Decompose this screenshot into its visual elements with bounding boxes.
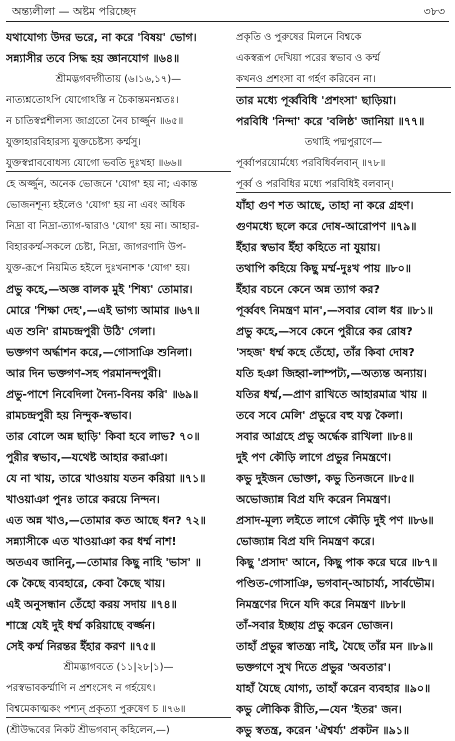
verse-line: সেই কর্ম্ম নিরন্তর ইঁহার করণ ॥৭৫॥: [6, 640, 156, 653]
scripture-reference: শ্রীমদ্ভাগবতে (১১|২৮|১)—: [63, 662, 174, 673]
scripture-reference: শ্রীমদ্ভগবদ্গীতায় (৬।১৬,১৭)—: [55, 74, 182, 85]
verse-line: যে না খায়, তারে খাওয়ায় যতন করিয়া ॥৭১॥: [6, 472, 206, 485]
verse-line: যতি হঞা জিহ্বা-লাম্পট্য,—অত্যন্ত অন্যায়।: [236, 367, 427, 380]
verse-line: প্রভু কহে,—অজ্ঞ বালক মুই 'শিষ্য' তোমার।: [6, 283, 193, 296]
verse-line: যথাযোগ্য উদর ভরে, না করে 'বিষয়' ভোগ।: [6, 31, 197, 44]
verse-line: তথাপি কহিয়ে কিছু মর্ম্ম-দুঃখ পায় ॥৮০॥: [236, 262, 411, 275]
translation-line: যুক্ত-রূপে নিয়মিত হইলে দুঃখনাশক 'যোগ' হয়।: [6, 263, 191, 274]
verse-line: ভক্তগণে সুখ দিতে প্রভুর 'অবতার'।: [236, 661, 391, 674]
page-header: [6, 4, 449, 20]
verse-line: সন্ন্যাসীর তবে সিদ্ধ হয় জ্ঞানযোগ ॥৬৪॥: [6, 52, 180, 65]
translation-line: নিদ্রা বা নিদ্রা-ত্যাগ-দ্বারাও 'যোগ' হয় না। আহার-: [6, 221, 200, 232]
verse-line: পূর্ব্ববৎ নিমন্ত্রণ মান',—সবার বোল ধর ॥৮১॥: [236, 304, 433, 317]
verse-line: যাহাঁ যৈছে যোগ্য, তাহাঁ করেন ব্যবহার ॥৯০॥: [236, 682, 431, 695]
sanskrit-line: পূর্ব্বাপরয়োর্মধ্যে পরবিধির্বলবান্ ॥৭৮॥: [236, 158, 386, 169]
verse-line: কভু দুইজন ভোক্তা, কভু তিনজনে ॥৮৫॥: [236, 472, 415, 485]
verse-line: কভু লৌকিক রীতি,—যেন 'ইতর' জন।: [236, 703, 402, 716]
translation-line: ভোজনশূন্য হইলেও 'যোগ' হয় না এবং অধিক: [6, 200, 185, 211]
verse-line: খাওয়াঞা পুনঃ তারে করয়ে নিন্দন।: [6, 493, 160, 506]
sanskrit-line: পরস্বভাবকর্ম্মাণি ন প্রশংসেৎ ন গর্হয়েৎ।: [6, 683, 156, 694]
verse-line: ভোজ্যান্ন বিপ্র যদি নিমন্ত্রণ করে।: [236, 535, 375, 548]
translation-line: প্রকৃতি ও পুরুষের মিলনে বিশ্বকে: [236, 32, 362, 43]
verse-line: তবে সবে মেলি' প্রভুরে বহু যত্ন কৈলা।: [236, 409, 403, 422]
translation-line: একস্বরূপ দেখিয়া পরের স্বভাব ও কর্ম্ম: [236, 53, 380, 64]
verse-line: কে কৈছে ব্যবহারে, কেবা কৈছে খায়।: [6, 577, 166, 590]
verse-line: আর দিন ভক্তগণ-সহ পরমানন্দপুরী।: [6, 367, 162, 380]
verse-line: গুণমধ্যে ছলে করে দোষ-আরোপণ ॥৭৯॥: [236, 220, 417, 233]
verse-line: 'সহজ' ধর্ম্ম কহে তেঁহো, তাঁর কিবা দোষ?: [236, 346, 415, 359]
translation-line: কখনও প্রশংসা বা গর্হণ করিবেন না।: [236, 69, 451, 90]
sanskrit-line: যুক্তস্বপ্নাববোধস্য যোগো ভবতি দুঃখহা ॥৬৬॥: [6, 153, 231, 174]
verse-line: সবার আগ্রহে প্রভু অর্দ্ধেক রাখিলা ॥৮৪॥: [236, 430, 413, 443]
page-number: ৩৮৩: [423, 5, 445, 18]
verse-line: পরবিধি 'নিন্দা' করে 'বলিষ্ঠ' জানিয়া ॥৭৭॥: [236, 115, 425, 128]
scripture-reference: তথাহি পদ্মপুরাণে—: [304, 137, 383, 148]
verse-line: তার বোলে অন্ন ছাড়ি' কিবা হবে লাভ? ৭০॥: [6, 430, 200, 443]
left-column: [6, 27, 231, 741]
verse-line: শাস্ত্রে যেই দুই ধর্ম্ম করিয়াছে বর্জ্জন।: [6, 619, 156, 632]
verse-line: তার মধ্যে পূর্ব্ববিধি 'প্রশংসা' ছাড়িয়া।: [236, 94, 397, 107]
verse-line: ইঁহার বচনে কেনে অন্ন ত্যাগ কর?: [236, 283, 380, 296]
verse-line: অতএব জানিনু,—তোমার কিছু নাহি 'ভাস' ॥: [6, 556, 201, 569]
verse-line: ভক্তগণ অর্দ্ধাশন করে,—গোসাঞি শুনিলা।: [6, 346, 193, 359]
verse-line: যতির ধর্ম্ম,—প্রাণ রাখিতে আহারমাত্র খায় ॥: [236, 388, 428, 401]
verse-line: দুই পণ কৌড়ি লাগে প্রভুর নিমন্ত্রণে।: [236, 451, 392, 464]
verse-line: পণ্ডিত-গোসাঞি, ভগবান্-আচার্য্য, সার্বভৌম।: [236, 577, 435, 590]
header-divider: [6, 21, 449, 22]
verse-line: মোরে 'শিক্ষা দেহ',—এই ভাগ্য আমার ॥৬৭॥: [6, 304, 200, 317]
sanskrit-line: যুক্তাহারবিহারস্য যুক্তচেষ্টস্য কর্ম্মসু।: [6, 137, 141, 148]
verse-line: প্রসাদ-মূল্য লইতে লাগে কৌড়ি দুই পণ ॥৮৬॥: [236, 514, 434, 527]
verse-line: সন্ন্যাসীকে এত খাওয়াঞা কর ধর্ম্ম নাশ!: [6, 535, 177, 548]
verse-line: কিছু 'প্রসাদ' আনে, কিছু পাক করে ঘরে ॥৮৭॥: [236, 556, 438, 569]
verse-line: যাঁহা গুণ শত আছে, তাহা না করে গ্রহণ।: [236, 199, 414, 212]
sanskrit-line: ন চাতিস্বপ্নশীলস্য জাগ্রতো নৈব চার্জ্জুন ॥৬৫॥: [6, 116, 184, 127]
verse-line: এই অনুসন্ধান তেঁহো করয় সদায় ॥৭৪॥: [6, 598, 177, 611]
verse-line: রামচন্দ্রপুরী হয় নিন্দুক-স্বভাব।: [6, 409, 132, 422]
translation-line: বিহারকর্ম্ম-সকলে চেষ্টা, নিদ্রা, জাগরণাদি উপ-: [6, 242, 187, 253]
verse-line: কভু স্বতন্ত্র, করেন 'ঐশ্বর্য্য' প্রকটন ॥৯১॥: [236, 724, 410, 737]
verse-line: প্রভু কহে,—সবে কেনে পুরীরে কর রোষ?: [236, 325, 413, 338]
translation-line: (শ্রীউদ্ধবের নিকট শ্রীভগবান্ কহিলেন,—): [6, 725, 170, 736]
verse-line: অভোজ্যান্ন বিপ্র যদি করেন নিমন্ত্রণ।: [236, 493, 391, 506]
verse-line: পুরীর স্বভাব,—যথেষ্ট আহার করাঞা।: [6, 451, 168, 464]
verse-line: প্রভু-পাশে নিবেদিলা দৈন্য-বিনয় করি' ॥৬৯॥: [6, 388, 199, 401]
verse-line: এত অন্ন খাও,—তোমার কত আছে ধন? ৭২॥: [6, 514, 206, 527]
sanskrit-line: বিশ্বমেকাত্মকং পশ্যন্ প্রকৃত্যা পুরুষেণ চ ॥৭৬॥: [6, 699, 231, 720]
translation-line: হে অর্জ্জুন, অনেক ভোজনে 'যোগ' হয় না; একান্ত: [6, 179, 198, 190]
chapter-title: অন্ত্যলীলা — অষ্টম পরিচ্ছেদ: [12, 5, 137, 18]
verse-line: তাহাঁ প্রভুর স্বাতন্ত্র্য নাই, যৈছে তাঁর মন ॥৮৯॥: [236, 640, 434, 653]
verse-line: ইঁহার স্বভাব ইঁহা কহিতে না যুয়ায়।: [236, 241, 381, 254]
verse-line: নিমন্ত্রণের দিনে যদি করে নিমন্ত্রণ ॥৮৮॥: [236, 598, 406, 611]
sanskrit-line: নাত্যশ্নতোঽপি যোগোঽস্তি ন চৈকান্তমনশ্নতঃ।: [6, 95, 179, 106]
verse-line: তাঁ-সবার ইচ্ছায় প্রভু করেন ভোজন।: [236, 619, 394, 632]
translation-line: পূর্ব্ব ও পরবিধির মধ্যে পরবিধিই বলবান্।: [236, 174, 451, 195]
verse-line: এত শুনি' রামচন্দ্রপুরী উঠি' গেলা।: [6, 325, 156, 338]
right-column: [236, 27, 451, 741]
